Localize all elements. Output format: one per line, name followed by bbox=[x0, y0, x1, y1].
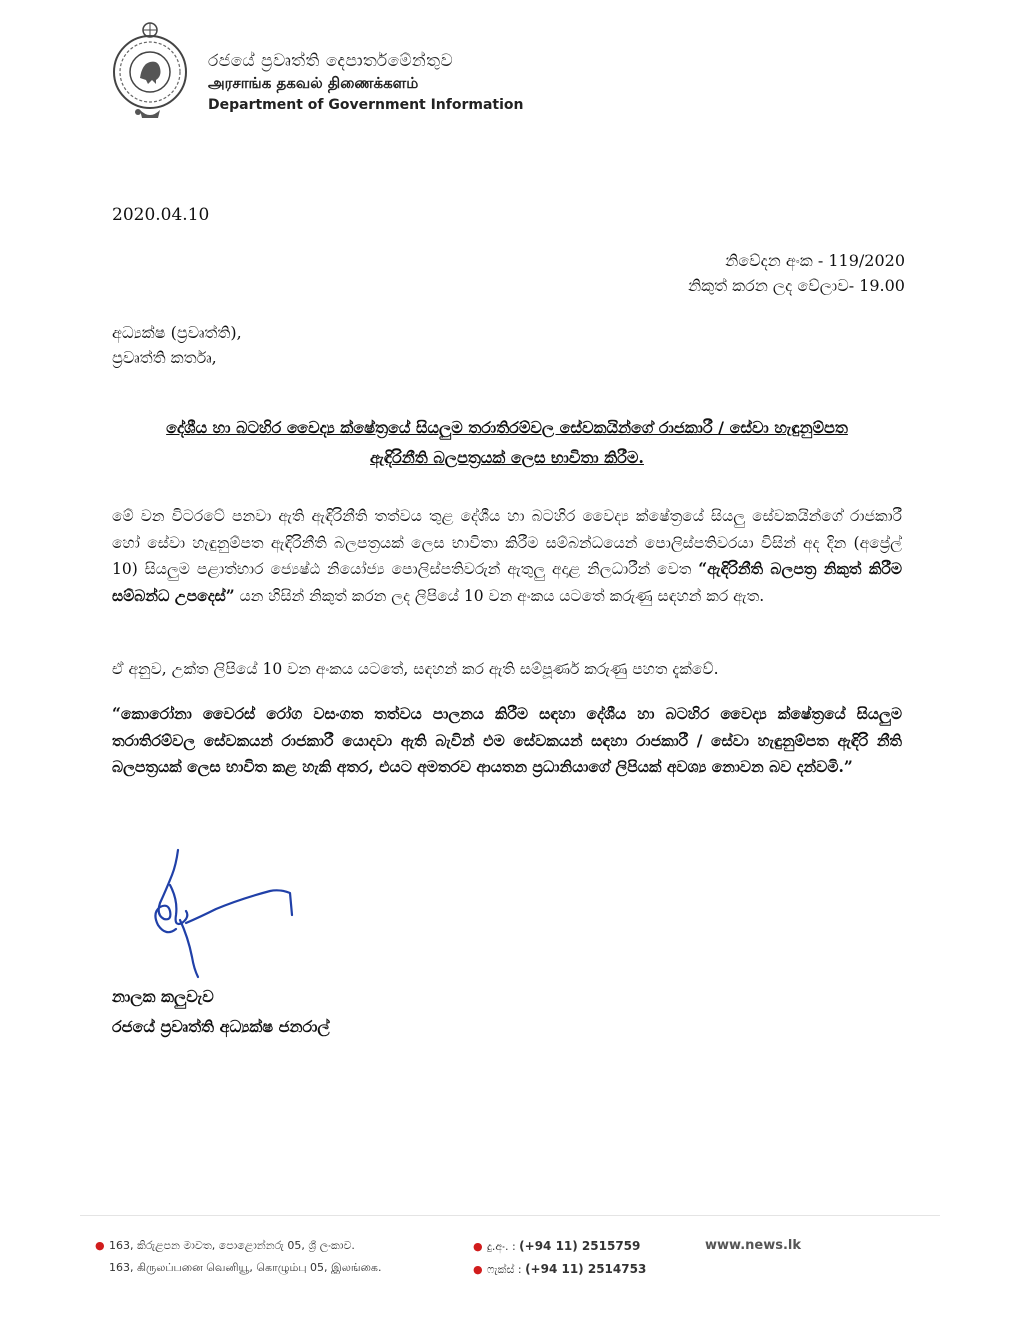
paragraph-1-end: යන හිසින් නිකුත් කරන ලද ලිපියේ 10 වන අංකය යටතේ කරුණු සඳහන් කර ඇත. bbox=[234, 586, 765, 605]
phone-label: දු.අං. : bbox=[487, 1240, 516, 1253]
paragraph-1-start: මේ වන විටරටේ පනවා ඇති ඇඳිරිනීති තත්වය තුළ දේශීය හා බටහිර වෛද්‍ය ක්ෂේත්‍රයේ සියලු සේවකයින්ගේ රාජකාරී හෝ සේවා හැඳුනුම්පත ඇඳිරිනීති බලපත්‍රයක් ලෙස භාවිතා කිරීම සම්බන්ධයෙන් පොලිස්පතිවරයා විසින් අද දින (අප්‍රේල් 10) සියලුම පළාත්භාර ජ්‍යෙෂ්ඨ නියෝජ්‍ය පොලිස්පතිවරුන් ඇතුලු අදාළ නිලධාරීන් වෙත bbox=[112, 507, 902, 578]
subject-line-2: ඇඳිරිනීති බලපත්‍රයක් ලෙස භාවිතා කිරීම. bbox=[370, 448, 644, 467]
address-tamil: 163, கிருலப்பனை வெனியூ, கொழும்பு 05, இலங்கை. bbox=[109, 1261, 382, 1274]
subject-line-1: දේශීය හා බටහිර වෛද්‍ය ක්ෂේත්‍රයේ සියලුම තරාතිරම්වල සේවකයින්ගේ රාජකාරී / සේවා හැඳුනුම්පත bbox=[166, 418, 848, 437]
body-paragraph-3-quote: “කොරෝනා වෛරස් රෝග වසංගත තත්වය පාලනය කිරීම සඳහා දේශීය හා බටහිර වෛද්‍ය ක්ෂේත්‍රයේ සියලුම තරාතිරම්වල සේවකයන් රාජකාරී යොදවා ඇති බැවින් එම සේවකයන් සඳහා රාජකාරී / සේවා හැඳුනුම්පත ඇඳිරි නීති බලපත්‍රයක් ලෙස භාවිත කළ හැකි අතර, එයට අමතරව ආයතන ප්‍රධානියාගේ ලිපියක් අවශ්‍ය නොවන බව දන්වමි.” bbox=[112, 704, 902, 776]
signature-icon bbox=[130, 845, 330, 985]
address-sinhala: 163, කිරුළපන මාවත, පොළොන්නරු 05, ශ්‍රී ලංකාව. bbox=[109, 1239, 355, 1252]
department-name-sinhala: රජයේ ප්‍රවෘත්ති දෙපාර්තමේන්තුව bbox=[208, 51, 454, 71]
department-name-english: Department of Government Information bbox=[208, 97, 524, 113]
issued-time: නිකුත් කරන ලද වේලාව- 19.00 bbox=[688, 276, 905, 295]
department-names bbox=[208, 50, 524, 116]
fax-icon: ● bbox=[473, 1263, 483, 1276]
department-name-tamil: அரசாங்க தகவல் திணைக்களம் bbox=[208, 74, 419, 92]
footer bbox=[95, 1235, 925, 1285]
addressee-block bbox=[112, 320, 242, 370]
notice-number: නිවේදන අංක - 119/2020 bbox=[725, 251, 905, 270]
footer-address bbox=[95, 1235, 381, 1279]
letterhead bbox=[110, 20, 530, 130]
fax-label: ෆැක්ස් : bbox=[487, 1263, 522, 1276]
footer-contacts bbox=[473, 1235, 646, 1281]
reference-block bbox=[688, 248, 905, 298]
signatory-title: රජයේ ප්‍රවෘත්ති අධ්‍යක්ෂ ජනරාල් bbox=[112, 1017, 330, 1036]
subject-heading bbox=[112, 413, 902, 473]
signatory-name: නාලක කලුවැව bbox=[112, 987, 214, 1006]
footer-website[interactable]: www.news.lk bbox=[705, 1238, 801, 1253]
addressee-line-1: අධ්‍යක්ෂ (ප්‍රවෘත්ති), bbox=[112, 323, 242, 342]
body-paragraph-2: ඒ අනුව, උක්ත ලිපියේ 10 වන අංකය යටතේ, සඳහන් කර ඇති සම්පූර්ණ කරුණු පහත දැක්වේ. bbox=[112, 660, 719, 678]
signatory-block bbox=[112, 982, 330, 1042]
phone-icon: ● bbox=[473, 1240, 483, 1253]
national-emblem-icon bbox=[110, 20, 190, 125]
fax-number: (+94 11) 2514753 bbox=[525, 1262, 647, 1276]
letter-date: 2020.04.10 bbox=[112, 205, 210, 225]
paragraph-1-bold-quote: “ඇඳිරිනීති බලපත්‍ර නිකුත් කිරීම සම්බන්ධ උපදෙස්” bbox=[112, 559, 902, 605]
phone-number: (+94 11) 2515759 bbox=[519, 1239, 641, 1253]
footer-divider bbox=[80, 1215, 940, 1216]
body-paragraph-1 bbox=[112, 503, 902, 609]
location-icon: ● bbox=[95, 1239, 105, 1252]
addressee-line-2: ප්‍රවෘත්ති කර්තෘ, bbox=[112, 348, 217, 367]
